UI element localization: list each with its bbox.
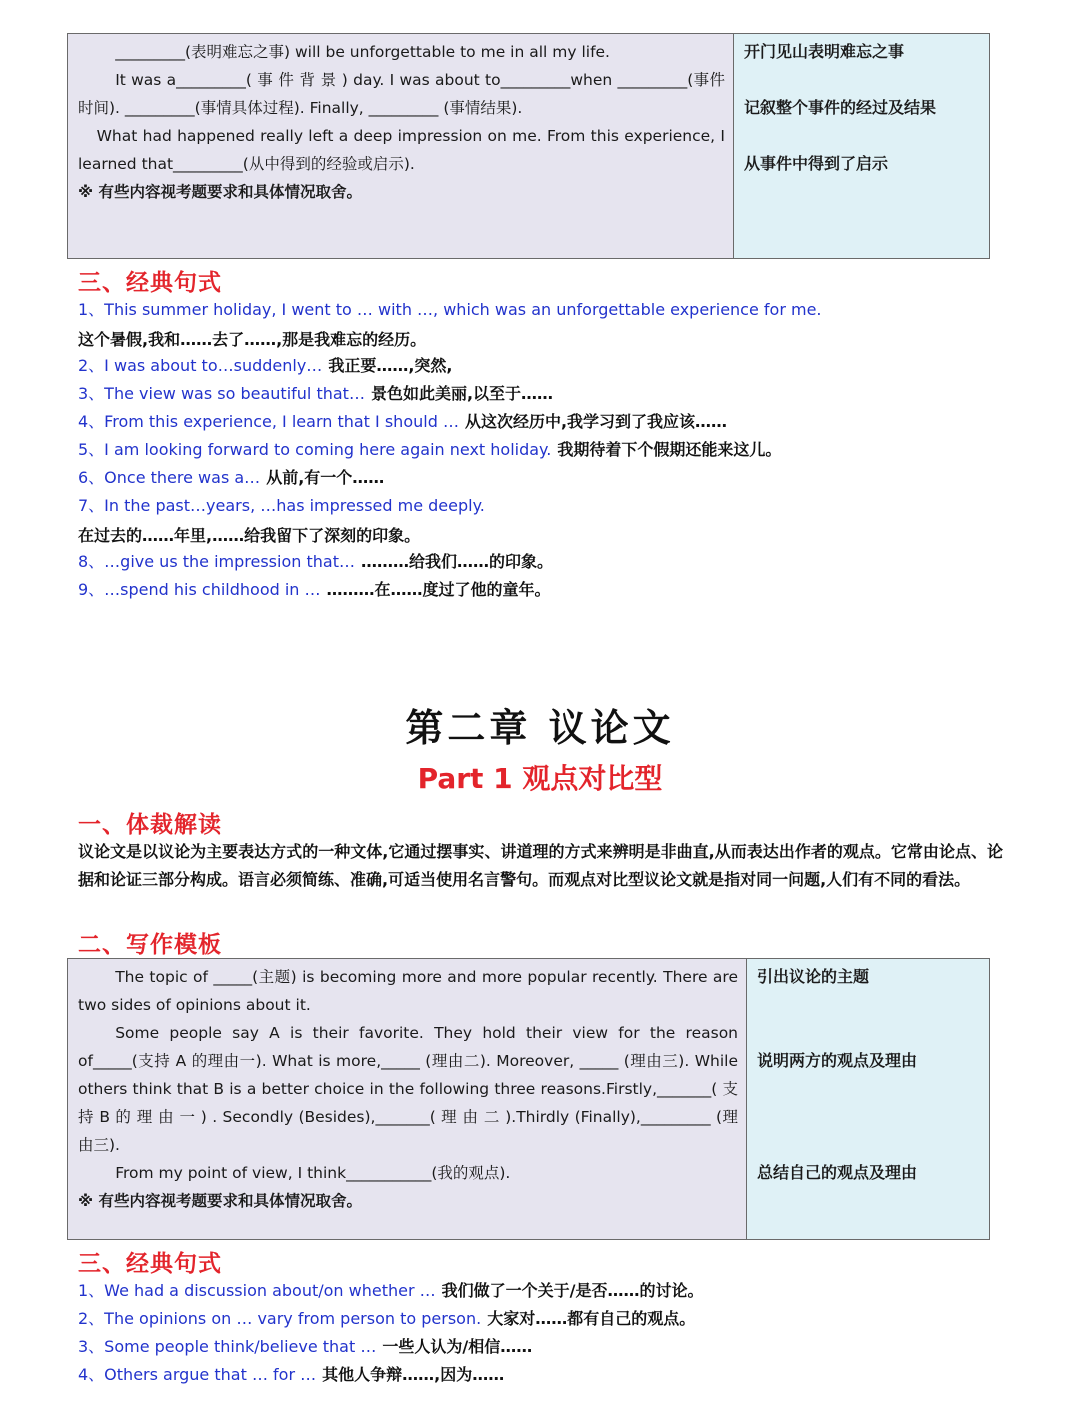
template-line-3: From my point of view, I think___________(我的观点). bbox=[115, 1164, 511, 1182]
sentence-row bbox=[78, 579, 551, 601]
sentence-en: 5、I am looking forward to coming here again next holiday. bbox=[78, 440, 552, 459]
sentence-en: 2、I was about to…suddenly… bbox=[78, 356, 323, 375]
sentence-zh: 从前,有一个…… bbox=[266, 468, 385, 487]
sentence-zh: 我正要……,突然, bbox=[328, 356, 453, 375]
sentence-row bbox=[78, 1336, 532, 1358]
sentence-zh: 我们做了一个关于/是否……的讨论。 bbox=[441, 1281, 704, 1300]
comment-1: 引出议论的主题 bbox=[757, 967, 870, 986]
sentence-en: 1、This summer holiday, I went to … with …, which was an unforgettable experience for me. bbox=[78, 300, 822, 319]
sentence-row bbox=[78, 495, 485, 517]
sentence-zh-line: 在过去的……年里,……给我留下了深刻的印象。 bbox=[78, 526, 421, 545]
section-heading-sentences-2: 三、经典句式 bbox=[78, 1251, 222, 1277]
sentence-en: 2、The opinions on … vary from person to person. bbox=[78, 1309, 482, 1328]
part-title: Part 1 观点对比型 bbox=[417, 762, 663, 795]
sentence-en: 4、Others argue that … for … bbox=[78, 1365, 317, 1384]
sentence-en: 1、We had a discussion about/on whether … bbox=[78, 1281, 436, 1300]
sentence-row bbox=[78, 1364, 504, 1386]
sentence-row bbox=[78, 1280, 704, 1302]
sentence-zh: 景色如此美丽,以至于…… bbox=[370, 384, 554, 403]
template-note: ※ 有些内容视考题要求和具体情况取舍。 bbox=[78, 1192, 362, 1210]
sentence-row bbox=[78, 355, 452, 377]
section-heading-genre: 一、体裁解读 bbox=[78, 812, 222, 838]
sentence-en: 6、Once there was a… bbox=[78, 468, 261, 487]
genre-paragraph: 议论文是以议论为主要表达方式的一种文体,它通过摆事实、讲道理的方式来辨明是非曲直,从而表达出作者的观点。它常由论点、论据和论证三部分构成。语言必须简练、准确,可适当使用名言警句。而观点对比型议论文就是指对同一问题,人们有不同的看法。 bbox=[78, 842, 1003, 889]
template-text-cell bbox=[68, 34, 734, 258]
sentence-zh: 大家对……都有自己的观点。 bbox=[487, 1309, 696, 1328]
sentence-en: 4、From this experience, I learn that I should … bbox=[78, 412, 459, 431]
sentence-zh: 我期待着下个假期还能来这儿。 bbox=[557, 440, 782, 459]
section-heading-template: 二、写作模板 bbox=[78, 932, 222, 958]
template-line-3: What had happened really left a deep impression on me. From this experience, I learned that_________(从中得到的经验或启示). bbox=[78, 127, 725, 173]
comment-1: 开门见山表明难忘之事 bbox=[744, 42, 905, 61]
sentence-zh: ………在……度过了他的童年。 bbox=[326, 580, 551, 599]
section-heading-sentences-1: 三、经典句式 bbox=[78, 270, 222, 296]
argument-template-table bbox=[67, 958, 990, 1240]
template-comment-cell bbox=[747, 959, 989, 1239]
sentence-zh: 其他人争辩……,因为…… bbox=[322, 1365, 505, 1384]
sentence-en: 7、In the past…years, …has impressed me deeply. bbox=[78, 496, 485, 515]
comment-2: 说明两方的观点及理由 bbox=[757, 1051, 918, 1070]
sentence-zh-line: 这个暑假,我和……去了……,那是我难忘的经历。 bbox=[78, 330, 427, 349]
sentence-row bbox=[78, 439, 781, 461]
sentence-row bbox=[78, 299, 822, 321]
chapter-title: 第二章 议论文 bbox=[405, 706, 675, 750]
template-comment-cell bbox=[734, 34, 989, 258]
sentence-en: 3、Some people think/believe that … bbox=[78, 1337, 377, 1356]
sentence-en: 3、The view was so beautiful that… bbox=[78, 384, 365, 403]
sentence-row bbox=[78, 551, 553, 573]
template-line-1: _________(表明难忘之事) will be unforgettable to me in all my life. bbox=[115, 43, 610, 61]
template-line-1: The topic of _____(主题) is becoming more and more popular recently. There are two sides of opinions about it. bbox=[78, 968, 738, 1014]
sentence-zh: 一些人认为/相信…… bbox=[382, 1337, 533, 1356]
sentence-row bbox=[78, 467, 384, 489]
comment-3: 从事件中得到了启示 bbox=[744, 154, 889, 173]
narrative-template-table bbox=[67, 33, 990, 259]
sentence-zh: ………给我们……的印象。 bbox=[360, 552, 553, 571]
sentence-zh: 从这次经历中,我学习到了我应该…… bbox=[464, 412, 728, 431]
sentence-row bbox=[78, 411, 727, 433]
template-line-2: It was a_________( 事 件 背 景 ) day. I was about to_________when _________(事件时间). _________(事情具体过程). Finally, _________ (事情结果). bbox=[78, 71, 725, 117]
template-text-cell bbox=[68, 959, 747, 1239]
comment-3: 总结自己的观点及理由 bbox=[757, 1163, 918, 1182]
template-line-2: Some people say A is their favorite. They hold their view for the reason of_____(支持 A 的理由一). What is more,_____ (理由二). Moreover, _____ (理由三). While others think that B is a better choice in the following three reasons.Firstly,_______( 支 持 B 的 理 由 一 ) . Secondly (Besides),_______( 理 由 二 ).Thirdly (Finally),_________ (理由三). bbox=[78, 1024, 738, 1154]
sentence-en: 9、…spend his childhood in … bbox=[78, 580, 321, 599]
sentence-row bbox=[78, 383, 553, 405]
sentence-en: 8、…give us the impression that… bbox=[78, 552, 355, 571]
template-note: ※ 有些内容视考题要求和具体情况取舍。 bbox=[78, 183, 362, 201]
sentence-row bbox=[78, 1308, 695, 1330]
comment-2: 记叙整个事件的经过及结果 bbox=[744, 98, 937, 117]
